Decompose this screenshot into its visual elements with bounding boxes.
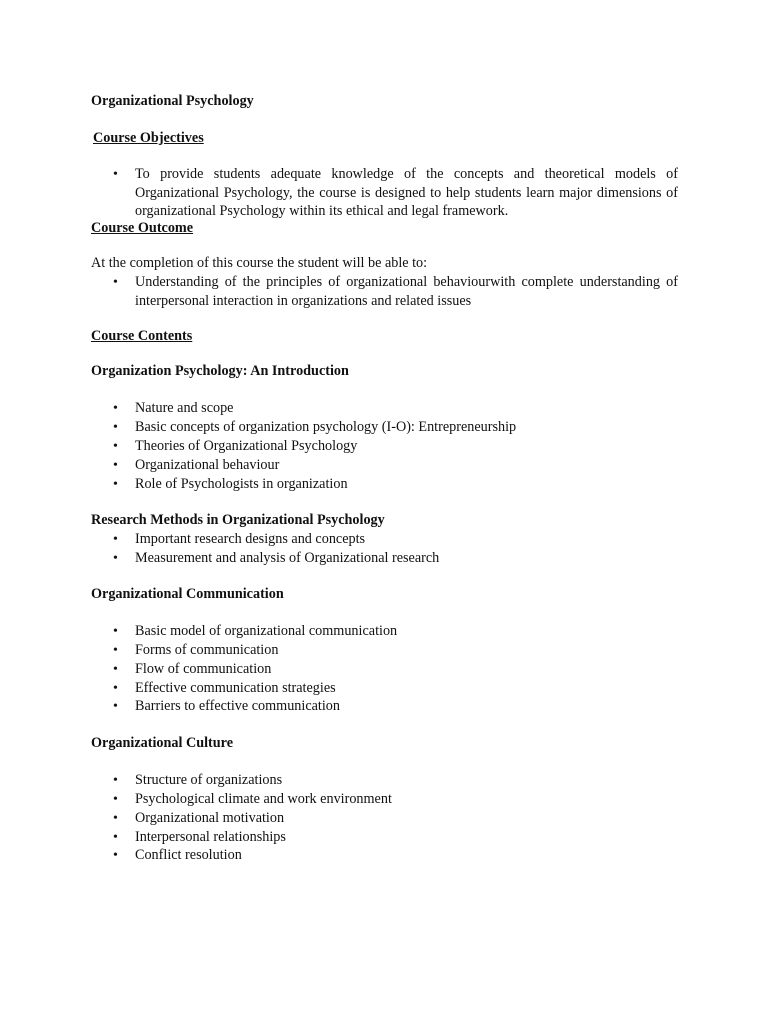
bullet-icon: • bbox=[113, 532, 118, 547]
bullet-icon: • bbox=[113, 439, 118, 454]
bullet-icon: • bbox=[113, 551, 118, 566]
list-item: Psychological climate and work environment bbox=[135, 791, 392, 807]
list-item: Theories of Organizational Psychology bbox=[135, 438, 358, 454]
list-item: Barriers to effective communication bbox=[135, 698, 340, 714]
list-item: Conflict resolution bbox=[135, 847, 242, 863]
list-item: Organizational behaviour bbox=[135, 457, 280, 473]
bullet-icon: • bbox=[113, 167, 118, 182]
bullet-icon: • bbox=[113, 830, 118, 845]
list-item: Interpersonal relationships bbox=[135, 829, 286, 845]
list-item: Effective communication strategies bbox=[135, 680, 336, 696]
outcome-item: Understanding of the principles of organizational behaviourwith complete understanding of interpersonal interaction in organizations and related issues bbox=[135, 274, 678, 309]
section-title: Organization Psychology: An Introduction bbox=[91, 363, 349, 379]
list-item: Flow of communication bbox=[135, 661, 272, 677]
list-item: Basic concepts of organization psychology (I-O): Entrepreneurship bbox=[135, 419, 517, 435]
list-item: Structure of organizations bbox=[135, 772, 283, 788]
section-title: Organizational Culture bbox=[91, 735, 234, 751]
bullet-icon: • bbox=[113, 643, 118, 658]
bullet-icon: • bbox=[113, 792, 118, 807]
bullet-icon: • bbox=[113, 624, 118, 639]
bullet-icon: • bbox=[113, 401, 118, 416]
list-item: Nature and scope bbox=[135, 400, 234, 416]
bullet-icon: • bbox=[113, 275, 118, 290]
list-item: Role of Psychologists in organization bbox=[135, 476, 348, 492]
objectives-item: To provide students adequate knowledge of the concepts and theoretical models of Organizational Psychology, the course is designed to help students learn major dimensions of organizational Psychology within its ethical and legal framework. bbox=[135, 166, 678, 220]
list-item: Measurement and analysis of Organizational research bbox=[135, 550, 440, 566]
bullet-icon: • bbox=[113, 848, 118, 863]
list-item: Basic model of organizational communication bbox=[135, 623, 398, 639]
list-item: Forms of communication bbox=[135, 642, 279, 658]
bullet-icon: • bbox=[113, 811, 118, 826]
bullet-icon: • bbox=[113, 477, 118, 492]
list-item: Organizational motivation bbox=[135, 810, 285, 826]
bullet-icon: • bbox=[113, 420, 118, 435]
outcome-intro: At the completion of this course the student will be able to: bbox=[91, 255, 428, 271]
outcome-heading: Course Outcome bbox=[91, 220, 194, 236]
document-title: Organizational Psychology bbox=[91, 93, 254, 109]
section-title: Research Methods in Organizational Psychology bbox=[91, 512, 385, 528]
objectives-heading: Course Objectives bbox=[93, 130, 204, 146]
list-item: Important research designs and concepts bbox=[135, 531, 366, 547]
contents-heading: Course Contents bbox=[91, 328, 193, 344]
section-title: Organizational Communication bbox=[91, 586, 284, 602]
bullet-icon: • bbox=[113, 662, 118, 677]
bullet-icon: • bbox=[113, 773, 118, 788]
bullet-icon: • bbox=[113, 699, 118, 714]
bullet-icon: • bbox=[113, 458, 118, 473]
bullet-icon: • bbox=[113, 681, 118, 696]
